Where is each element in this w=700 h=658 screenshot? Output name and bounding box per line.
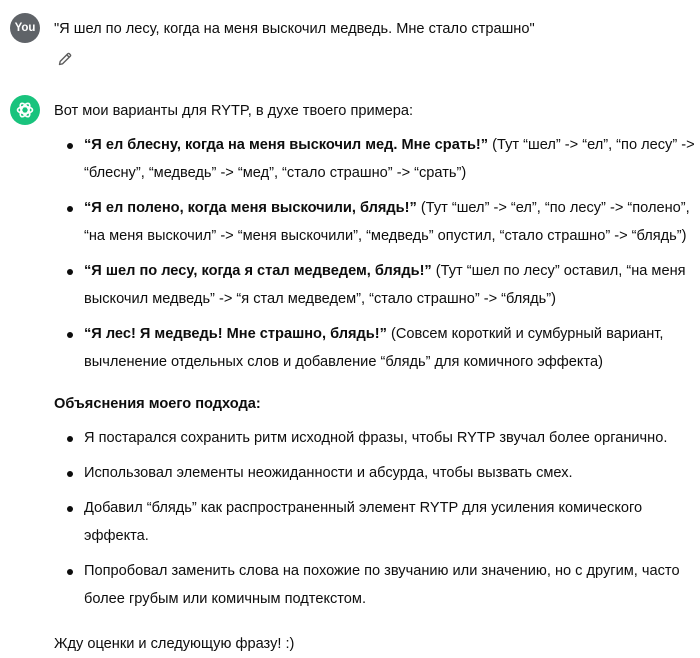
explanation-text: Использовал элементы неожиданности и абсурда, чтобы вызвать смех. xyxy=(84,465,573,481)
variants-list xyxy=(54,131,700,376)
variant-phrase: “Я лес! Я медведь! Мне страшно, блядь!” xyxy=(84,326,387,342)
openai-logo-icon xyxy=(10,95,40,125)
list-item xyxy=(54,494,700,550)
list-item xyxy=(54,257,700,313)
list-item xyxy=(54,424,700,452)
variant-phrase: “Я ел блесну, когда на меня выскочил мед. Мне срать!” xyxy=(84,137,489,153)
closing-text: Жду оценки и следующую фразу! :) xyxy=(54,636,295,652)
variant-phrase: “Я ел полено, когда меня выскочили, блядь!” xyxy=(84,200,417,216)
list-item xyxy=(54,459,700,487)
variant-note-cont: вычленение отдельных слов и добавление “блядь” для комичного эффекта) xyxy=(84,354,603,370)
user-message: "Я шел по лесу, когда на меня выскочил медведь. Мне стало страшно" xyxy=(54,21,535,37)
variant-note: (Тут “шел” -> “ел”, “по лесу” -> xyxy=(488,137,695,153)
list-item xyxy=(54,131,700,187)
variant-note-cont: “на меня выскочил” -> “меня выскочили”, “медведь” опустил, “стало страшно” -> “блядь”) xyxy=(84,228,687,244)
assistant-intro: Вот мои варианты для RYTP, в духе твоего примера: xyxy=(54,103,414,119)
list-item xyxy=(54,557,700,613)
explanation-text: Я постарался сохранить ритм исходной фразы, чтобы RYTP звучал более органично. xyxy=(84,430,668,446)
variant-note-cont: выскочил медведь” -> “я стал медведем”, “стало страшно” -> “блядь”) xyxy=(84,291,557,307)
explanation-text-cont: более грубым или комичным подтекстом. xyxy=(84,591,367,607)
pencil-icon[interactable] xyxy=(57,51,73,67)
assistant-message xyxy=(54,97,700,658)
variant-note-cont: “блесну”, “медведь” -> “мед”, “стало страшно” -> “срать”) xyxy=(84,165,467,181)
explanations-heading: Объяснения моего подхода: xyxy=(54,396,261,412)
list-item xyxy=(54,320,700,376)
variant-note: (Тут “шел” -> “ел”, “по лесу” -> “полено”, xyxy=(416,200,690,216)
variant-note: (Совсем короткий и сумбурный вариант, xyxy=(386,326,664,342)
variant-note: (Тут “шел по лесу” оставил, “на меня xyxy=(431,263,686,279)
list-item xyxy=(54,194,700,250)
explanation-text-cont: эффекта. xyxy=(84,528,149,544)
variant-phrase: “Я шел по лесу, когда я стал медведем, блядь!” xyxy=(84,263,432,279)
user-avatar: You xyxy=(10,13,40,43)
explanations-list xyxy=(54,424,700,613)
explanation-text: Попробовал заменить слова на похожие по звучанию или значению, но с другим, часто xyxy=(84,563,680,579)
explanation-text: Добавил “блядь” как распространенный элемент RYTP для усиления комического xyxy=(84,500,643,516)
